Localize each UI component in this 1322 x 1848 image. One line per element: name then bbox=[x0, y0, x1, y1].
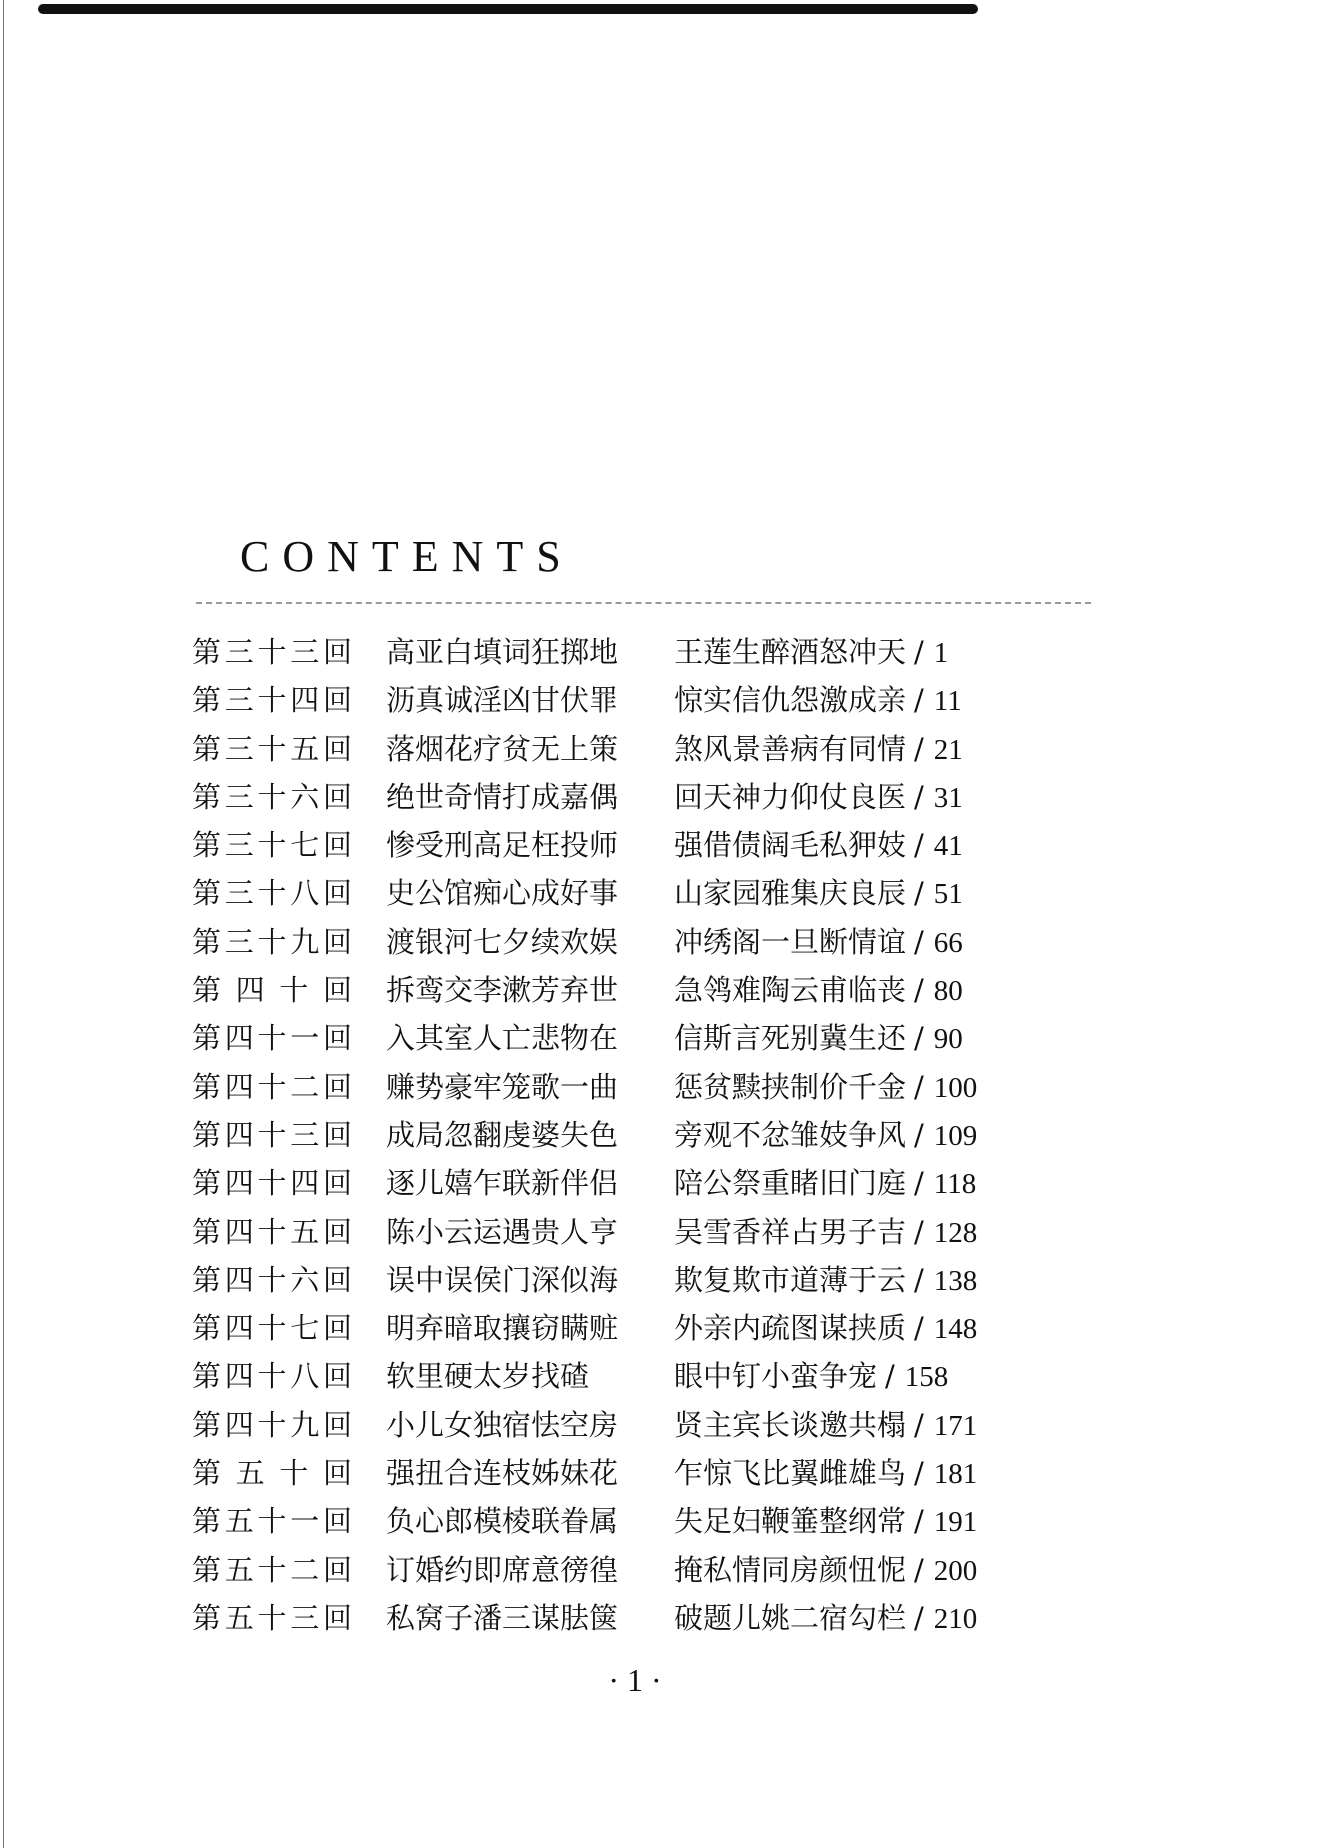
toc-row bbox=[192, 966, 1112, 1014]
chapter-title-first-line: 私窝子潘三谋胠箧 bbox=[386, 1600, 619, 1635]
chapter-title-text: 吴雪香祥占男子吉 bbox=[674, 1214, 907, 1249]
chapter-title-first-line: 强扭合连枝姊妹花 bbox=[386, 1456, 619, 1491]
chapter-number: 第三十三回 bbox=[192, 635, 352, 669]
toc-row bbox=[192, 918, 1112, 966]
chapter-title-second-line bbox=[674, 1159, 976, 1208]
chapter-title-second-line bbox=[674, 1014, 963, 1063]
chapter-number: 第四十八回 bbox=[192, 1359, 352, 1394]
chapter-title-second-line bbox=[674, 966, 963, 1015]
chapter-title-first-line: 入其室人亡悲物在 bbox=[386, 1021, 619, 1056]
chapter-number: 第三十六回 bbox=[192, 779, 352, 814]
page-number: 66 bbox=[933, 926, 963, 959]
chapter-number: 第三十五回 bbox=[192, 731, 352, 766]
page-number: 118 bbox=[933, 1168, 977, 1201]
page-separator: / bbox=[914, 731, 924, 766]
chapter-title-second-line bbox=[674, 1401, 977, 1450]
page-separator: / bbox=[914, 924, 924, 959]
page-number: 128 bbox=[933, 1216, 978, 1249]
chapter-title-first-line: 明弃暗取攘窃瞒赃 bbox=[386, 1311, 619, 1346]
chapter-title-text: 惊实信仇怨激成亲 bbox=[674, 683, 907, 718]
chapter-title-first-line: 成局忽翻虔婆失色 bbox=[386, 1117, 619, 1152]
chapter-title-text: 山家园雅集庆良辰 bbox=[674, 876, 907, 911]
chapter-title-first-line: 渡银河七夕续欢娱 bbox=[386, 924, 619, 959]
toc-row bbox=[192, 1111, 1112, 1159]
chapter-number: 第四十五回 bbox=[192, 1214, 352, 1249]
page-number: 158 bbox=[904, 1361, 949, 1394]
page-number: 171 bbox=[933, 1409, 978, 1442]
page-separator: / bbox=[914, 1552, 924, 1587]
page-separator: / bbox=[914, 1262, 924, 1297]
chapter-number: 第三十四回 bbox=[192, 683, 352, 718]
chapter-title-first-line: 误中误侯门深似海 bbox=[386, 1262, 619, 1297]
page-number: 148 bbox=[933, 1313, 978, 1346]
chapter-title-first-line: 小儿女独宿怯空房 bbox=[386, 1407, 619, 1442]
page-number: 191 bbox=[933, 1506, 978, 1539]
chapter-title-second-line bbox=[674, 1304, 977, 1353]
chapter-title-text: 眼中钉小蛮争宠 bbox=[674, 1359, 878, 1394]
toc-row bbox=[192, 869, 1112, 917]
chapter-number: 第五十一回 bbox=[192, 1504, 352, 1539]
page-separator: / bbox=[914, 1600, 924, 1635]
chapter-title-second-line bbox=[674, 628, 948, 677]
heading-divider bbox=[196, 602, 1091, 604]
page-separator: / bbox=[914, 779, 924, 814]
page-number: 80 bbox=[933, 975, 963, 1008]
chapter-title-first-line: 逐儿嬉乍联新伴侣 bbox=[386, 1166, 619, 1201]
page-number: 90 bbox=[933, 1023, 963, 1056]
page-separator: / bbox=[885, 1359, 895, 1394]
chapter-title-text: 乍惊飞比翼雌雄鸟 bbox=[674, 1456, 907, 1491]
toc-row bbox=[192, 1014, 1112, 1062]
table-of-contents bbox=[192, 628, 1112, 1642]
toc-row bbox=[192, 628, 1112, 676]
page-title: CONTENTS bbox=[240, 532, 574, 581]
page-separator: / bbox=[914, 1117, 924, 1152]
page-number: 21 bbox=[933, 733, 963, 766]
chapter-title-second-line bbox=[674, 1352, 948, 1401]
chapter-number: 第三十七回 bbox=[192, 828, 352, 863]
page-separator: / bbox=[914, 876, 924, 911]
toc-row bbox=[192, 676, 1112, 724]
chapter-title-second-line bbox=[674, 1497, 977, 1546]
chapter-number: 第四十七回 bbox=[192, 1311, 352, 1346]
chapter-title-second-line bbox=[674, 725, 963, 774]
chapter-title-second-line bbox=[674, 1256, 977, 1305]
page-number: 210 bbox=[933, 1602, 978, 1635]
toc-row bbox=[192, 773, 1112, 821]
toc-row bbox=[192, 1159, 1112, 1207]
page-number: 51 bbox=[933, 878, 963, 911]
page-separator: / bbox=[914, 1069, 924, 1104]
chapter-number: 第三十九回 bbox=[192, 924, 352, 959]
chapter-title-first-line: 负心郎模棱联眷属 bbox=[386, 1504, 619, 1539]
page-number: 109 bbox=[933, 1119, 978, 1152]
chapter-title-second-line bbox=[674, 918, 963, 967]
chapter-title-second-line bbox=[674, 773, 963, 822]
chapter-title-second-line bbox=[674, 1111, 977, 1160]
toc-row bbox=[192, 1594, 1112, 1642]
chapter-title-text: 破题儿姚二宿勾栏 bbox=[674, 1600, 907, 1635]
chapter-title-text: 冲绣阁一旦断情谊 bbox=[674, 924, 907, 959]
page-separator: / bbox=[914, 1021, 924, 1056]
chapter-title-text: 陪公祭重睹旧门庭 bbox=[674, 1166, 907, 1201]
chapter-title-first-line: 绝世奇情打成嘉偶 bbox=[386, 779, 619, 814]
page-edge bbox=[3, 0, 4, 1848]
chapter-title-text: 煞风景善病有同情 bbox=[674, 731, 907, 766]
chapter-title-first-line: 高亚白填词狂掷地 bbox=[386, 635, 619, 669]
page-number: 31 bbox=[933, 781, 963, 814]
chapter-title-first-line: 陈小云运遇贵人亨 bbox=[386, 1214, 619, 1249]
chapter-title-text: 信斯言死别冀生还 bbox=[674, 1021, 907, 1056]
chapter-title-second-line bbox=[674, 1546, 977, 1595]
chapter-title-second-line bbox=[674, 821, 963, 870]
chapter-number: 第四十六回 bbox=[192, 1262, 352, 1297]
chapter-title-text: 外亲内疏图谋挟质 bbox=[674, 1311, 907, 1346]
toc-row bbox=[192, 821, 1112, 869]
page-separator: / bbox=[914, 683, 924, 718]
chapter-title-text: 强借债阔毛私狎妓 bbox=[674, 828, 907, 863]
toc-row bbox=[192, 1208, 1112, 1256]
page-number: 138 bbox=[933, 1264, 978, 1297]
chapter-title-text: 回天神力仰仗良医 bbox=[674, 779, 907, 814]
toc-row bbox=[192, 1256, 1112, 1304]
chapter-title-text: 贤主宾长谈邀共榻 bbox=[674, 1407, 907, 1442]
chapter-title-text: 惩贫黩挟制价千金 bbox=[674, 1069, 907, 1104]
page-folio: · 1 · bbox=[608, 1662, 662, 1698]
chapter-number: 第四十二回 bbox=[192, 1069, 352, 1104]
toc-row bbox=[192, 1497, 1112, 1545]
chapter-number: 第五十回 bbox=[192, 1456, 352, 1491]
chapter-title-text: 王莲生醉酒怒冲天 bbox=[674, 635, 907, 669]
page-separator: / bbox=[914, 1166, 924, 1201]
chapter-title-second-line bbox=[674, 1449, 977, 1498]
chapter-title-first-line: 落烟花疗贫无上策 bbox=[386, 731, 619, 766]
chapter-title-first-line: 史公馆痴心成好事 bbox=[386, 876, 619, 911]
page-separator: / bbox=[914, 1214, 924, 1249]
chapter-number: 第五十二回 bbox=[192, 1552, 352, 1587]
toc-row bbox=[192, 1449, 1112, 1497]
chapter-number: 第四十九回 bbox=[192, 1407, 352, 1442]
chapter-number: 第五十三回 bbox=[192, 1600, 352, 1635]
chapter-title-text: 失足妇鞭箠整纲常 bbox=[674, 1504, 907, 1539]
chapter-title-second-line bbox=[674, 1594, 977, 1643]
chapter-title-second-line bbox=[674, 676, 962, 725]
toc-row bbox=[192, 1063, 1112, 1111]
page-number: 1 bbox=[933, 637, 949, 669]
chapter-title-first-line: 订婚约即席意徬徨 bbox=[386, 1552, 619, 1587]
chapter-title-second-line bbox=[674, 869, 963, 918]
page-number: 11 bbox=[933, 685, 962, 718]
chapter-number: 第四十回 bbox=[192, 973, 352, 1008]
toc-row bbox=[192, 1304, 1112, 1352]
page-separator: / bbox=[914, 973, 924, 1008]
chapter-title-first-line: 软里硬太岁找碴 bbox=[386, 1359, 590, 1394]
top-rule bbox=[38, 4, 978, 14]
chapter-title-text: 旁观不忿雏妓争风 bbox=[674, 1117, 907, 1152]
toc-row bbox=[192, 1546, 1112, 1594]
page-separator: / bbox=[914, 828, 924, 863]
chapter-title-second-line bbox=[674, 1208, 977, 1257]
page-separator: / bbox=[914, 1311, 924, 1346]
toc-row bbox=[192, 725, 1112, 773]
chapter-title-text: 急鸰难陶云甫临丧 bbox=[674, 973, 907, 1008]
chapter-number: 第三十八回 bbox=[192, 876, 352, 911]
page-separator: / bbox=[914, 1456, 924, 1491]
chapter-number: 第四十四回 bbox=[192, 1166, 352, 1201]
toc-row bbox=[192, 1352, 1112, 1400]
page-number: 41 bbox=[933, 830, 963, 863]
chapter-title-text: 欺复欺市道薄于云 bbox=[674, 1262, 907, 1297]
page-number: 200 bbox=[933, 1554, 978, 1587]
page-number: 100 bbox=[933, 1071, 978, 1104]
page-number: 181 bbox=[933, 1458, 978, 1491]
toc-row bbox=[192, 1401, 1112, 1449]
chapter-title-first-line: 拆鸾交李漱芳弃世 bbox=[386, 973, 619, 1008]
chapter-number: 第四十三回 bbox=[192, 1117, 352, 1152]
chapter-title-second-line bbox=[674, 1063, 977, 1112]
page-separator: / bbox=[914, 635, 924, 669]
chapter-title-first-line: 赚势豪牢笼歌一曲 bbox=[386, 1069, 619, 1104]
page-separator: / bbox=[914, 1407, 924, 1442]
chapter-title-text: 掩私情同房颜忸怩 bbox=[674, 1552, 907, 1587]
chapter-title-first-line: 沥真诚淫凶甘伏罪 bbox=[386, 683, 619, 718]
page-separator: / bbox=[914, 1504, 924, 1539]
chapter-number: 第四十一回 bbox=[192, 1021, 352, 1056]
chapter-title-first-line: 惨受刑高足枉投师 bbox=[386, 828, 619, 863]
